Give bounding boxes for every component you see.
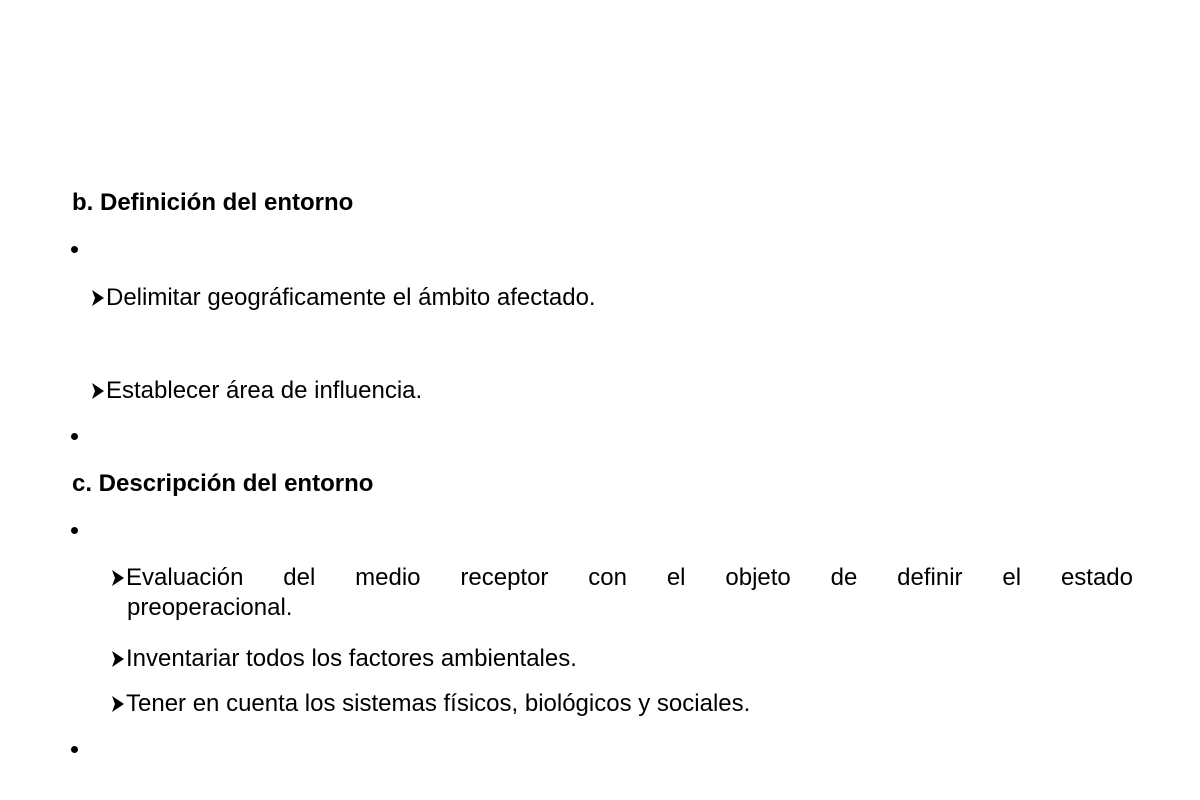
list-item — [111, 644, 577, 674]
bullet-dot-icon — [71, 433, 78, 440]
arrowhead-icon — [91, 289, 105, 307]
list-item — [111, 563, 1133, 623]
section-c-heading: c. Descripción del entorno — [72, 470, 374, 497]
arrowhead-icon — [91, 382, 105, 400]
arrowhead-icon — [111, 695, 125, 713]
list-item — [91, 376, 422, 406]
bullet-dot-icon — [71, 527, 78, 534]
list-item — [91, 283, 596, 313]
list-item-text: Tener en cuenta los sistemas físicos, biológicos y sociales. — [126, 690, 751, 717]
list-item-text: Evaluación del medio receptor con el objeto de definir el estado — [126, 564, 1133, 591]
list-item — [111, 689, 750, 719]
section-b-heading: b. Definición del entorno — [72, 189, 354, 216]
bullet-dot-icon — [71, 246, 78, 253]
list-item-text: Delimitar geográficamente el ámbito afectado. — [106, 284, 596, 311]
list-item-text: Inventariar todos los factores ambientales. — [126, 645, 577, 672]
arrowhead-icon — [111, 569, 125, 587]
bullet-dot-icon — [71, 746, 78, 753]
arrowhead-icon — [111, 650, 125, 668]
list-item-text: Establecer área de influencia. — [106, 377, 423, 404]
list-item-text-continuation: preoperacional. — [127, 594, 293, 621]
